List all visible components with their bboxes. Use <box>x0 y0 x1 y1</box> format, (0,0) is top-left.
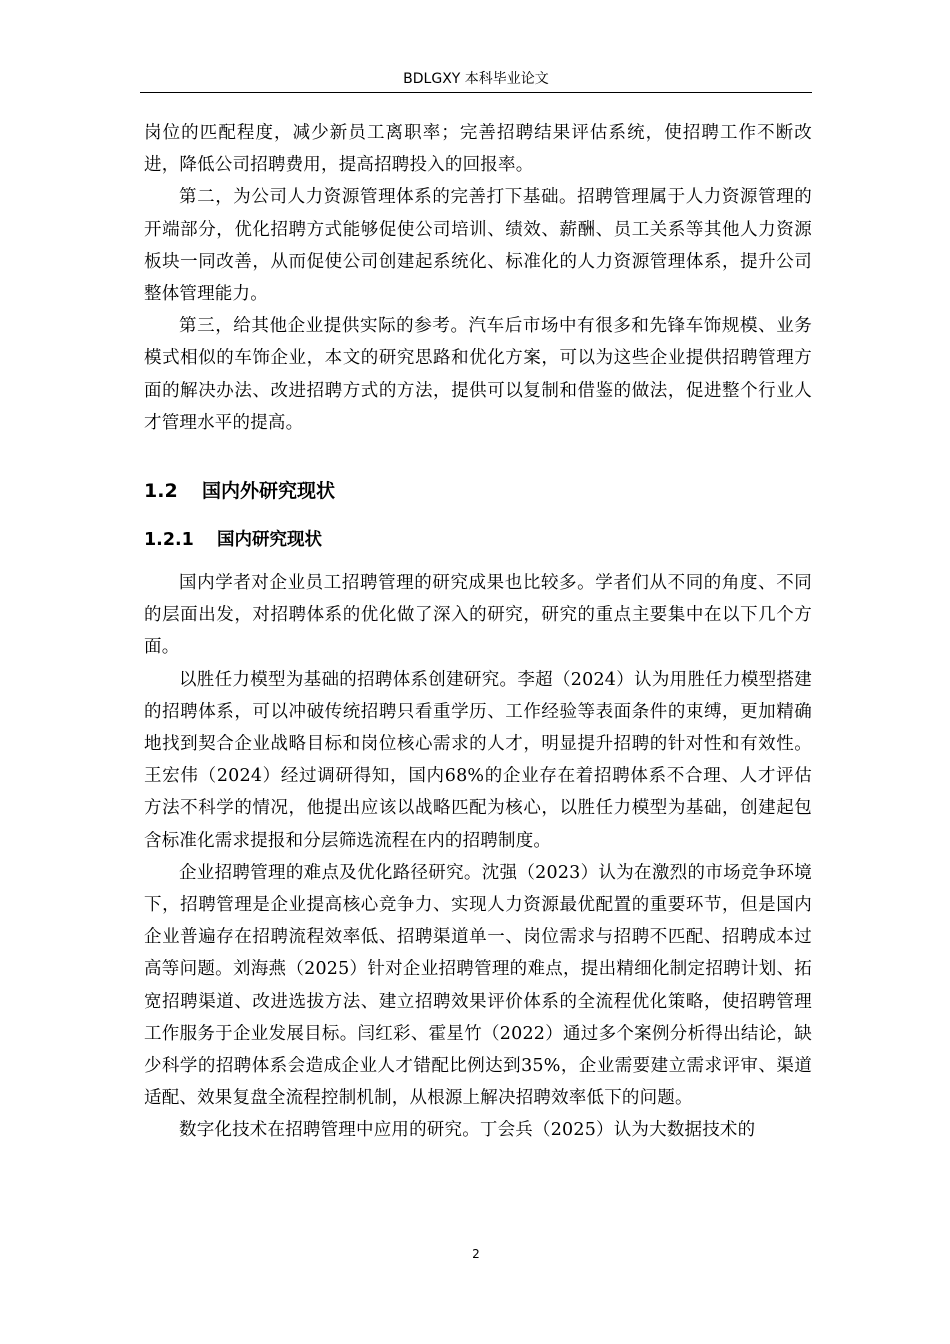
page-number: 2 <box>472 1247 480 1261</box>
paragraph-second-point: 第二，为公司人力资源管理体系的完善打下基础。招聘管理属于人力资源管理的开端部分，优化招聘方式能够促使公司培训、绩效、薪酬、员工关系等其他人力资源板块一同改善，从而促使公司创建起系统化、标准化的人力资源管理体系，提升公司整体管理能力。 <box>144 187 812 305</box>
paragraph-digital-technology: 数字化技术在招聘管理中应用的研究。丁会兵（2025）认为大数据技术的 <box>179 1120 756 1141</box>
paragraph-continued: 岗位的匹配程度，减少新员工离职率；完善招聘结果评估系统，使招聘工作不断改进，降低公司招聘费用，提高招聘投入的回报率。 <box>144 123 812 176</box>
header-rule <box>140 92 812 93</box>
paragraph-domestic-intro: 国内学者对企业员工招聘管理的研究成果也比较多。学者们从不同的角度、不同的层面出发，对招聘体系的优化做了深入的研究，研究的重点主要集中在以下几个方面。 <box>144 573 812 658</box>
section-heading <box>144 477 335 505</box>
section-title: 国内外研究现状 <box>202 480 336 502</box>
top-paragraph-block <box>144 117 812 439</box>
subsection-number: 1.2.1 <box>144 530 194 550</box>
subsection-heading <box>144 527 322 553</box>
section-number: 1.2 <box>144 480 178 502</box>
bottom-paragraph-block <box>144 567 812 1147</box>
paragraph-competency-model: 以胜任力模型为基础的招聘体系创建研究。李超（2024）认为用胜任力模型搭建的招聘体系，可以冲破传统招聘只看重学历、工作经验等表面条件的束缚，更加精确地找到契合企业战略目标和岗位核心需求的人才，明显提升招聘的针对性和有效性。王宏伟（2024）经过调研得知，国内68%的企业存在着招聘体系不合理、人才评估方法不科学的情况，他提出应该以战略匹配为核心，以胜任力模型为基础，创建起包含标准化需求提报和分层筛选流程在内的招聘制度。 <box>144 669 812 851</box>
running-header: BDLGXY 本科毕业论文 <box>403 71 549 87</box>
paragraph-recruitment-difficulties: 企业招聘管理的难点及优化路径研究。沈强（2023）认为在激烈的市场竞争环境下，招聘管理是企业提高核心竞争力、实现人力资源最优配置的重要环节，但是国内企业普遍存在招聘流程效率低、招聘渠道单一、岗位需求与招聘不匹配、招聘成本过高等问题。刘海燕（2025）针对企业招聘管理的难点，提出精细化制定招聘计划、拓宽招聘渠道、改进选拔方法、建立招聘效果评价体系的全流程优化策略，使招聘管理工作服务于企业发展目标。闫红彩、霍星竹（2022）通过多个案例分析得出结论，缺少科学的招聘体系会造成企业人才错配比例达到35%，企业需要建立需求评审、渠道适配、效果复盘全流程控制机制，从根源上解决招聘效率低下的问题。 <box>144 862 812 1109</box>
paragraph-third-point: 第三，给其他企业提供实际的参考。汽车后市场中有很多和先锋车饰规模、业务模式相似的车饰企业，本文的研究思路和优化方案，可以为这些企业提供招聘管理方面的解决办法、改进招聘方式的方法，提供可以复制和借鉴的做法，促进整个行业人才管理水平的提高。 <box>144 316 812 433</box>
subsection-title: 国内研究现状 <box>217 530 322 550</box>
